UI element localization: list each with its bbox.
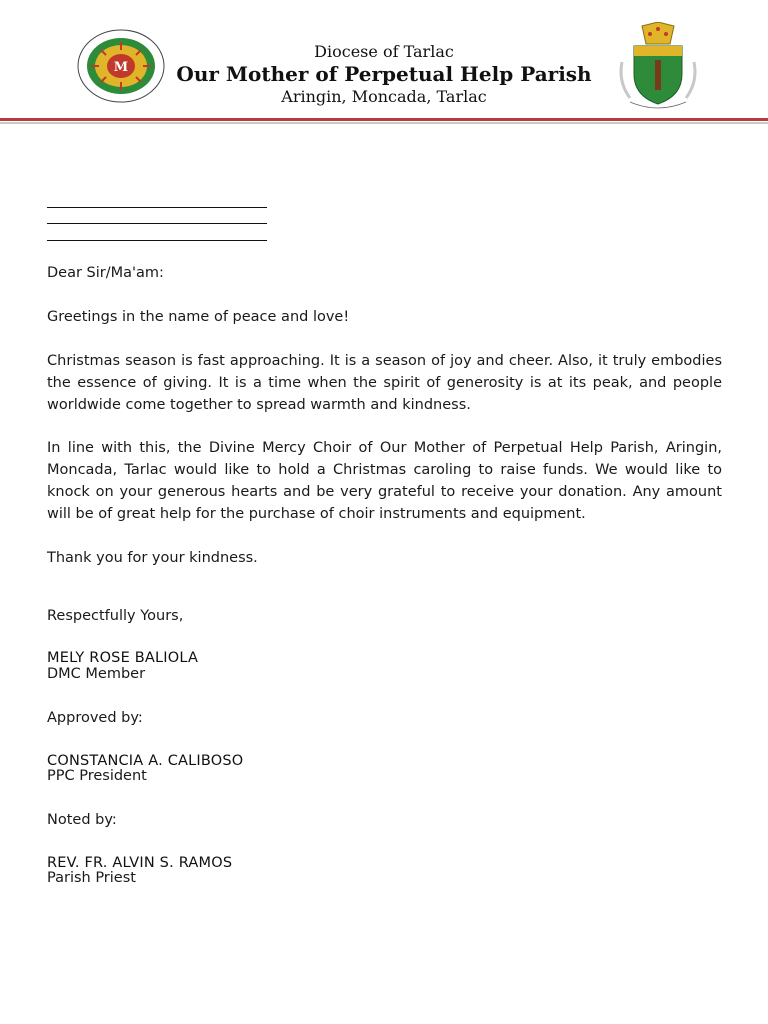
sender-name: MELY ROSE BALIOLA: [47, 650, 199, 666]
approver-role: PPC President: [47, 768, 147, 784]
approved-by-label: Approved by:: [47, 710, 143, 726]
address-line: [47, 240, 267, 241]
diocese-coat-of-arms-logo: [612, 22, 704, 112]
noter-role: Parish Priest: [47, 870, 136, 886]
noted-by-label: Noted by:: [47, 812, 117, 828]
parish-name: Our Mother of Perpetual Help Parish: [176, 62, 592, 86]
greeting: Greetings in the name of peace and love!: [47, 309, 350, 325]
address-line: [47, 223, 267, 224]
noter-name: REV. FR. ALVIN S. RAMOS: [47, 855, 233, 871]
header-rule-red: [0, 118, 768, 121]
svg-text:M: M: [113, 60, 129, 75]
letterhead: [0, 0, 768, 128]
parish-location: Aringin, Moncada, Tarlac: [281, 87, 487, 106]
header-rule-gray: [0, 122, 768, 124]
address-line: [47, 207, 267, 208]
approver-name: CONSTANCIA A. CALIBOSO: [47, 753, 244, 769]
thanks-line: Thank you for your kindness.: [47, 550, 258, 566]
closing: Respectfully Yours,: [47, 608, 184, 624]
salutation: Dear Sir/Ma'am:: [47, 265, 164, 281]
body-paragraph-1: Christmas season is fast approaching. It is a season of joy and cheer. Also, it truly embodies the essence of giving. It is a time when the spirit of generosity is at its peak, and people worldwide come together to spread warmth and kindness.: [47, 353, 722, 413]
diocese-name: Diocese of Tarlac: [314, 42, 454, 61]
body-paragraph-2: In line with this, the Divine Mercy Choir of Our Mother of Perpetual Help Parish, Aringin, Moncada, Tarlac would like to hold a Christmas caroling to raise funds. We would like to knock on your generous hearts and be very grateful to receive your donation. Any amount will be of great help for the purchase of choir instruments and equipment.: [47, 440, 722, 522]
sender-role: DMC Member: [47, 666, 146, 682]
